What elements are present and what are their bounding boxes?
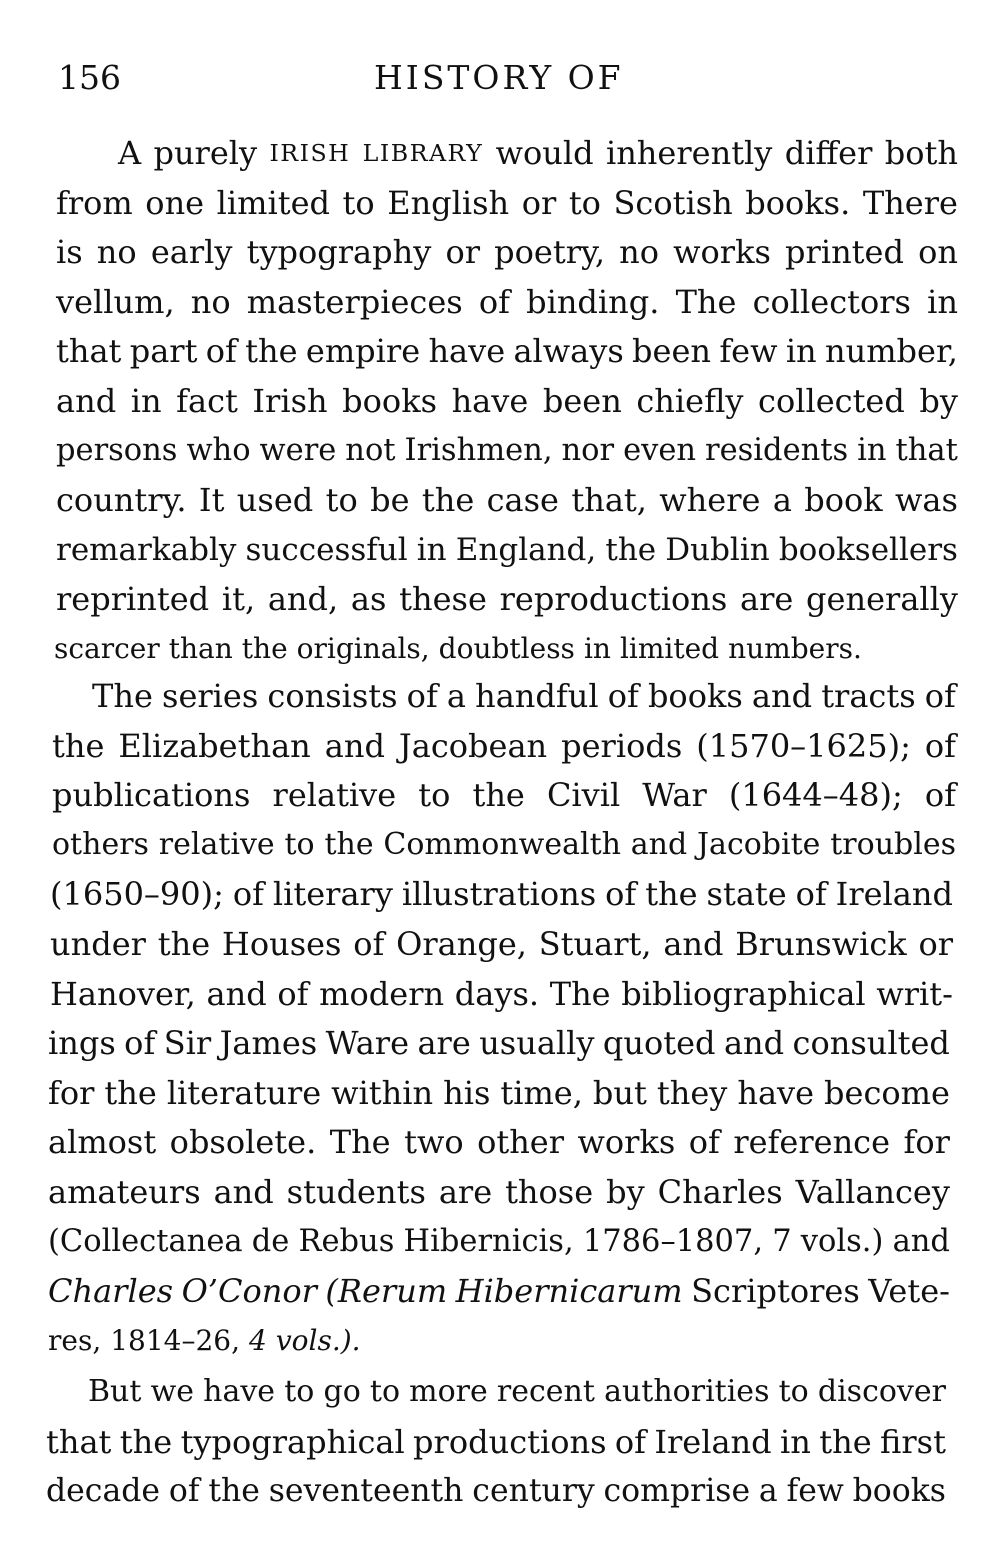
text-line	[56, 428, 958, 474]
word: the	[208, 1473, 260, 1509]
word: 7	[772, 1224, 792, 1259]
word: and	[213, 1173, 274, 1211]
word: we	[150, 1374, 195, 1409]
word: number,	[824, 332, 958, 370]
word: Stuart,	[538, 925, 652, 963]
word: used	[236, 481, 314, 519]
word: or	[918, 925, 953, 963]
word: The	[92, 677, 153, 715]
word: bibliographical	[621, 975, 866, 1013]
word: The	[675, 283, 737, 321]
text-line	[56, 527, 958, 573]
word: booksellers	[778, 532, 958, 568]
word: to	[369, 1374, 401, 1409]
word: IRISH	[269, 139, 351, 167]
word: Vete-	[868, 1272, 950, 1310]
text-line	[56, 229, 958, 275]
word: the	[324, 827, 374, 862]
word: become	[824, 1074, 950, 1112]
word: It	[198, 481, 225, 519]
word: Irish	[252, 382, 328, 420]
word: first	[880, 1423, 946, 1461]
word: have	[737, 1074, 815, 1112]
word: in	[130, 382, 162, 420]
word: comprise	[603, 1473, 751, 1509]
word: books.	[745, 184, 851, 222]
word: or	[521, 184, 557, 222]
word: early	[150, 233, 233, 271]
word: The	[329, 1123, 391, 1161]
word: by	[606, 1173, 645, 1211]
word: and	[723, 1024, 785, 1062]
word: days.	[454, 975, 540, 1013]
text-line	[56, 477, 958, 523]
word: Irishmen,	[404, 433, 553, 468]
word: more	[409, 1374, 488, 1409]
word: of	[614, 1423, 646, 1461]
word: where	[659, 481, 761, 519]
word: of	[688, 1123, 720, 1161]
word: of	[478, 283, 510, 321]
word: A	[118, 134, 142, 172]
word: fact	[176, 382, 238, 420]
word: Ireland	[654, 1423, 772, 1461]
word: productions	[413, 1423, 607, 1461]
word: of	[607, 677, 639, 715]
text-line	[48, 1070, 950, 1116]
word: Ware	[325, 1024, 410, 1062]
word: publications	[52, 776, 251, 814]
word: LIBRARY	[362, 139, 484, 167]
word: to	[284, 827, 315, 862]
running-title: HISTORY OF	[374, 58, 624, 97]
word: century	[472, 1473, 595, 1509]
word: no	[190, 283, 231, 321]
word: were	[259, 433, 337, 468]
word: it,	[221, 580, 256, 618]
word: of	[605, 875, 637, 913]
word: few	[719, 332, 778, 370]
page-number: 156	[58, 58, 121, 97]
word: modern	[319, 975, 445, 1013]
text-line	[52, 772, 956, 818]
word: of	[124, 1024, 156, 1062]
word: the	[819, 1423, 872, 1461]
word: books	[852, 1473, 946, 1509]
word: numbers.	[728, 632, 862, 665]
word: the	[104, 1074, 157, 1112]
word: vellum,	[56, 283, 175, 321]
word: on	[918, 233, 958, 271]
word: the	[605, 532, 657, 568]
word: illustrations	[401, 875, 597, 913]
text-line	[50, 971, 953, 1017]
word: and	[663, 925, 724, 963]
word: are	[740, 580, 794, 618]
word: troubles	[830, 827, 956, 862]
word: books	[647, 677, 743, 715]
text-line	[50, 921, 953, 967]
word: no	[96, 233, 137, 271]
word: James	[219, 1024, 318, 1062]
word: the	[119, 1423, 173, 1461]
word: go	[323, 1374, 361, 1409]
word: the	[472, 776, 525, 814]
text-line	[54, 626, 922, 672]
word: students	[286, 1173, 426, 1211]
word: typography	[246, 233, 432, 271]
word: Civil	[546, 776, 621, 814]
word: who	[186, 433, 251, 468]
word: other	[477, 1123, 565, 1161]
word: residents	[705, 433, 849, 468]
word: masterpieces	[246, 283, 463, 321]
word: the	[645, 875, 698, 913]
word: and	[206, 975, 267, 1013]
text-line	[48, 1020, 950, 1066]
word: successful	[245, 532, 408, 568]
word: purely	[153, 134, 258, 172]
word: they	[656, 1074, 728, 1112]
word: O’Conor	[181, 1272, 317, 1310]
word: under	[50, 925, 146, 963]
word: to	[418, 776, 451, 814]
word: to	[778, 1374, 809, 1409]
text-line	[48, 1169, 950, 1215]
word: and	[324, 727, 385, 765]
word: few	[786, 1473, 844, 1509]
word: by	[919, 382, 958, 420]
word: works	[673, 233, 771, 271]
word: was	[895, 481, 958, 519]
word: of	[924, 727, 956, 765]
word: series	[162, 677, 259, 715]
word: of	[353, 925, 385, 963]
word: be	[370, 481, 410, 519]
word: discover	[817, 1374, 946, 1409]
word: are	[417, 1024, 471, 1062]
word: the	[241, 632, 288, 665]
word: of	[795, 875, 827, 913]
word: res,	[48, 1324, 102, 1357]
word: collectors	[752, 283, 911, 321]
word: that	[46, 1423, 112, 1461]
word: binding.	[526, 283, 660, 321]
word: generally	[806, 580, 958, 618]
word: Jacobite	[697, 827, 821, 862]
word: in	[785, 332, 817, 370]
word: a	[772, 481, 792, 519]
word: literary	[272, 875, 393, 913]
word: is	[56, 233, 83, 271]
word: printed	[785, 233, 904, 271]
word: both	[884, 134, 958, 172]
text-line	[56, 180, 958, 226]
word: from	[56, 184, 133, 222]
word: tracts	[821, 677, 916, 715]
word: the	[421, 481, 475, 519]
word: empire	[305, 332, 421, 370]
word: writ-	[876, 975, 953, 1013]
word: been	[632, 332, 712, 370]
word: reproductions	[499, 580, 728, 618]
word: that	[56, 332, 122, 370]
word: War	[642, 776, 707, 814]
word: two	[404, 1123, 464, 1161]
word: time,	[500, 1074, 583, 1112]
word: in	[416, 532, 447, 568]
word: those	[505, 1173, 594, 1211]
word: book	[804, 481, 883, 519]
word: poetry,	[494, 233, 605, 271]
word: consists	[267, 677, 398, 715]
word: nor	[561, 433, 615, 468]
word: authorities	[604, 1374, 770, 1409]
word: Brunswick	[735, 925, 907, 963]
word: works	[577, 1123, 676, 1161]
word: and	[751, 677, 813, 715]
word: Orange,	[396, 925, 527, 963]
word: 4	[249, 1324, 267, 1357]
word: typographical	[180, 1423, 405, 1461]
word: Scriptores	[691, 1272, 860, 1310]
word: and	[630, 827, 688, 862]
word: one	[145, 184, 205, 222]
word: been	[542, 382, 622, 420]
word: Dublin	[665, 532, 770, 568]
word: There	[862, 184, 958, 222]
word: periods	[561, 727, 683, 765]
word: 1814–26,	[110, 1324, 241, 1357]
word: Hibernicis,	[403, 1224, 574, 1259]
text-line	[56, 378, 958, 424]
word: de	[251, 1224, 290, 1259]
word: others	[52, 827, 149, 862]
word: English	[387, 184, 510, 222]
word: literature	[166, 1074, 322, 1112]
word: in	[583, 632, 611, 665]
word: limited	[216, 184, 330, 222]
word: the	[52, 727, 105, 765]
word: and	[56, 382, 117, 420]
word: would	[495, 134, 594, 172]
word: amateurs	[48, 1173, 201, 1211]
word: chiefly	[636, 382, 744, 420]
word: a	[446, 677, 466, 715]
word: (Rerum	[325, 1272, 448, 1310]
word: case	[486, 481, 559, 519]
word: almost	[48, 1123, 157, 1161]
text-line	[88, 1369, 946, 1415]
word: Hanover,	[50, 975, 196, 1013]
word: that	[895, 433, 958, 468]
word: have	[451, 382, 529, 420]
word: persons	[56, 433, 178, 468]
text-line	[50, 871, 953, 917]
word: the	[157, 925, 211, 963]
word: books	[342, 382, 437, 420]
word: originals,	[296, 632, 430, 665]
word: and,	[267, 580, 339, 618]
word: Charles	[657, 1173, 783, 1211]
word: part	[129, 332, 198, 370]
word: inherently	[605, 134, 773, 172]
word: reprinted	[56, 580, 210, 618]
text-line	[48, 1318, 386, 1364]
word: (1650–90);	[50, 875, 224, 913]
word: (Collectanea	[48, 1224, 243, 1259]
text-line	[118, 130, 958, 176]
text-line	[48, 1119, 950, 1165]
word: of	[924, 677, 956, 715]
word: collected	[758, 382, 905, 420]
text-line	[48, 1268, 950, 1314]
word: relative	[272, 776, 397, 814]
word: his	[443, 1074, 491, 1112]
word: country.	[56, 481, 187, 519]
word: recent	[496, 1374, 595, 1409]
word: than	[168, 632, 233, 665]
word: for	[903, 1123, 950, 1161]
word: for	[48, 1074, 95, 1112]
word: differ	[784, 134, 873, 172]
word: of	[168, 1473, 200, 1509]
word: scarcer	[54, 632, 160, 665]
text-line	[46, 1419, 946, 1465]
word: vols.).	[275, 1324, 361, 1357]
word: within	[331, 1074, 434, 1112]
word: handful	[475, 677, 599, 715]
word: are	[438, 1173, 493, 1211]
word: state	[706, 875, 787, 913]
word: to	[284, 1374, 315, 1409]
word: England,	[455, 532, 597, 568]
word: to	[342, 184, 375, 222]
word: obsolete.	[169, 1123, 317, 1161]
text-line	[56, 328, 958, 374]
word: Elizabethan	[118, 727, 311, 765]
word: but	[592, 1074, 647, 1112]
word: of	[924, 776, 956, 814]
word: Rebus	[298, 1224, 395, 1259]
word: (1570–1625);	[696, 727, 911, 765]
word: reference	[733, 1123, 891, 1161]
running-head	[0, 52, 1000, 102]
word: Vallancey	[795, 1173, 950, 1211]
word: in	[857, 433, 887, 468]
word: quoted	[602, 1024, 716, 1062]
word: consulted	[792, 1024, 950, 1062]
word: of	[277, 975, 309, 1013]
word: Hibernicarum	[455, 1272, 683, 1310]
word: Sir	[163, 1024, 212, 1062]
text-line	[52, 822, 956, 868]
word: of	[205, 332, 237, 370]
word: a	[758, 1473, 778, 1509]
word: relative	[158, 827, 275, 862]
word: have	[428, 332, 506, 370]
text-line	[56, 576, 958, 622]
word: always	[513, 332, 624, 370]
word: that,	[571, 481, 647, 519]
word: vols.)	[800, 1224, 884, 1259]
word: as	[350, 580, 387, 618]
word: seventeenth	[268, 1473, 464, 1509]
word: But	[88, 1374, 142, 1409]
word: doubtless	[438, 632, 575, 665]
word: to	[568, 184, 601, 222]
word: Commonwealth	[383, 827, 621, 862]
word: The	[549, 975, 611, 1013]
word: have	[203, 1374, 276, 1409]
text-line	[52, 723, 956, 769]
word: Charles	[48, 1272, 174, 1310]
word: no	[619, 233, 659, 271]
word: decade	[46, 1473, 161, 1509]
word: of	[232, 875, 264, 913]
word: to	[325, 481, 358, 519]
text-line	[48, 1219, 950, 1265]
word: these	[399, 580, 487, 618]
word: usually	[479, 1024, 595, 1062]
word: the	[245, 332, 298, 370]
word: 1786–1807,	[582, 1224, 764, 1259]
word: (1644–48);	[728, 776, 903, 814]
word: Jacobean	[398, 727, 548, 765]
word: ings	[48, 1024, 116, 1062]
word: remarkably	[56, 532, 237, 568]
word: of	[406, 677, 438, 715]
text-line	[92, 673, 956, 719]
word: limited	[619, 632, 720, 665]
word: in	[927, 283, 958, 321]
text-line	[56, 279, 958, 325]
word: or	[445, 233, 480, 271]
word: Houses	[221, 925, 342, 963]
word: Ireland	[835, 875, 953, 913]
word: in	[780, 1423, 811, 1461]
text-line	[46, 1468, 946, 1514]
word: even	[623, 433, 697, 468]
word: Scotish	[613, 184, 733, 222]
word: not	[345, 433, 396, 468]
word: and	[892, 1224, 950, 1259]
